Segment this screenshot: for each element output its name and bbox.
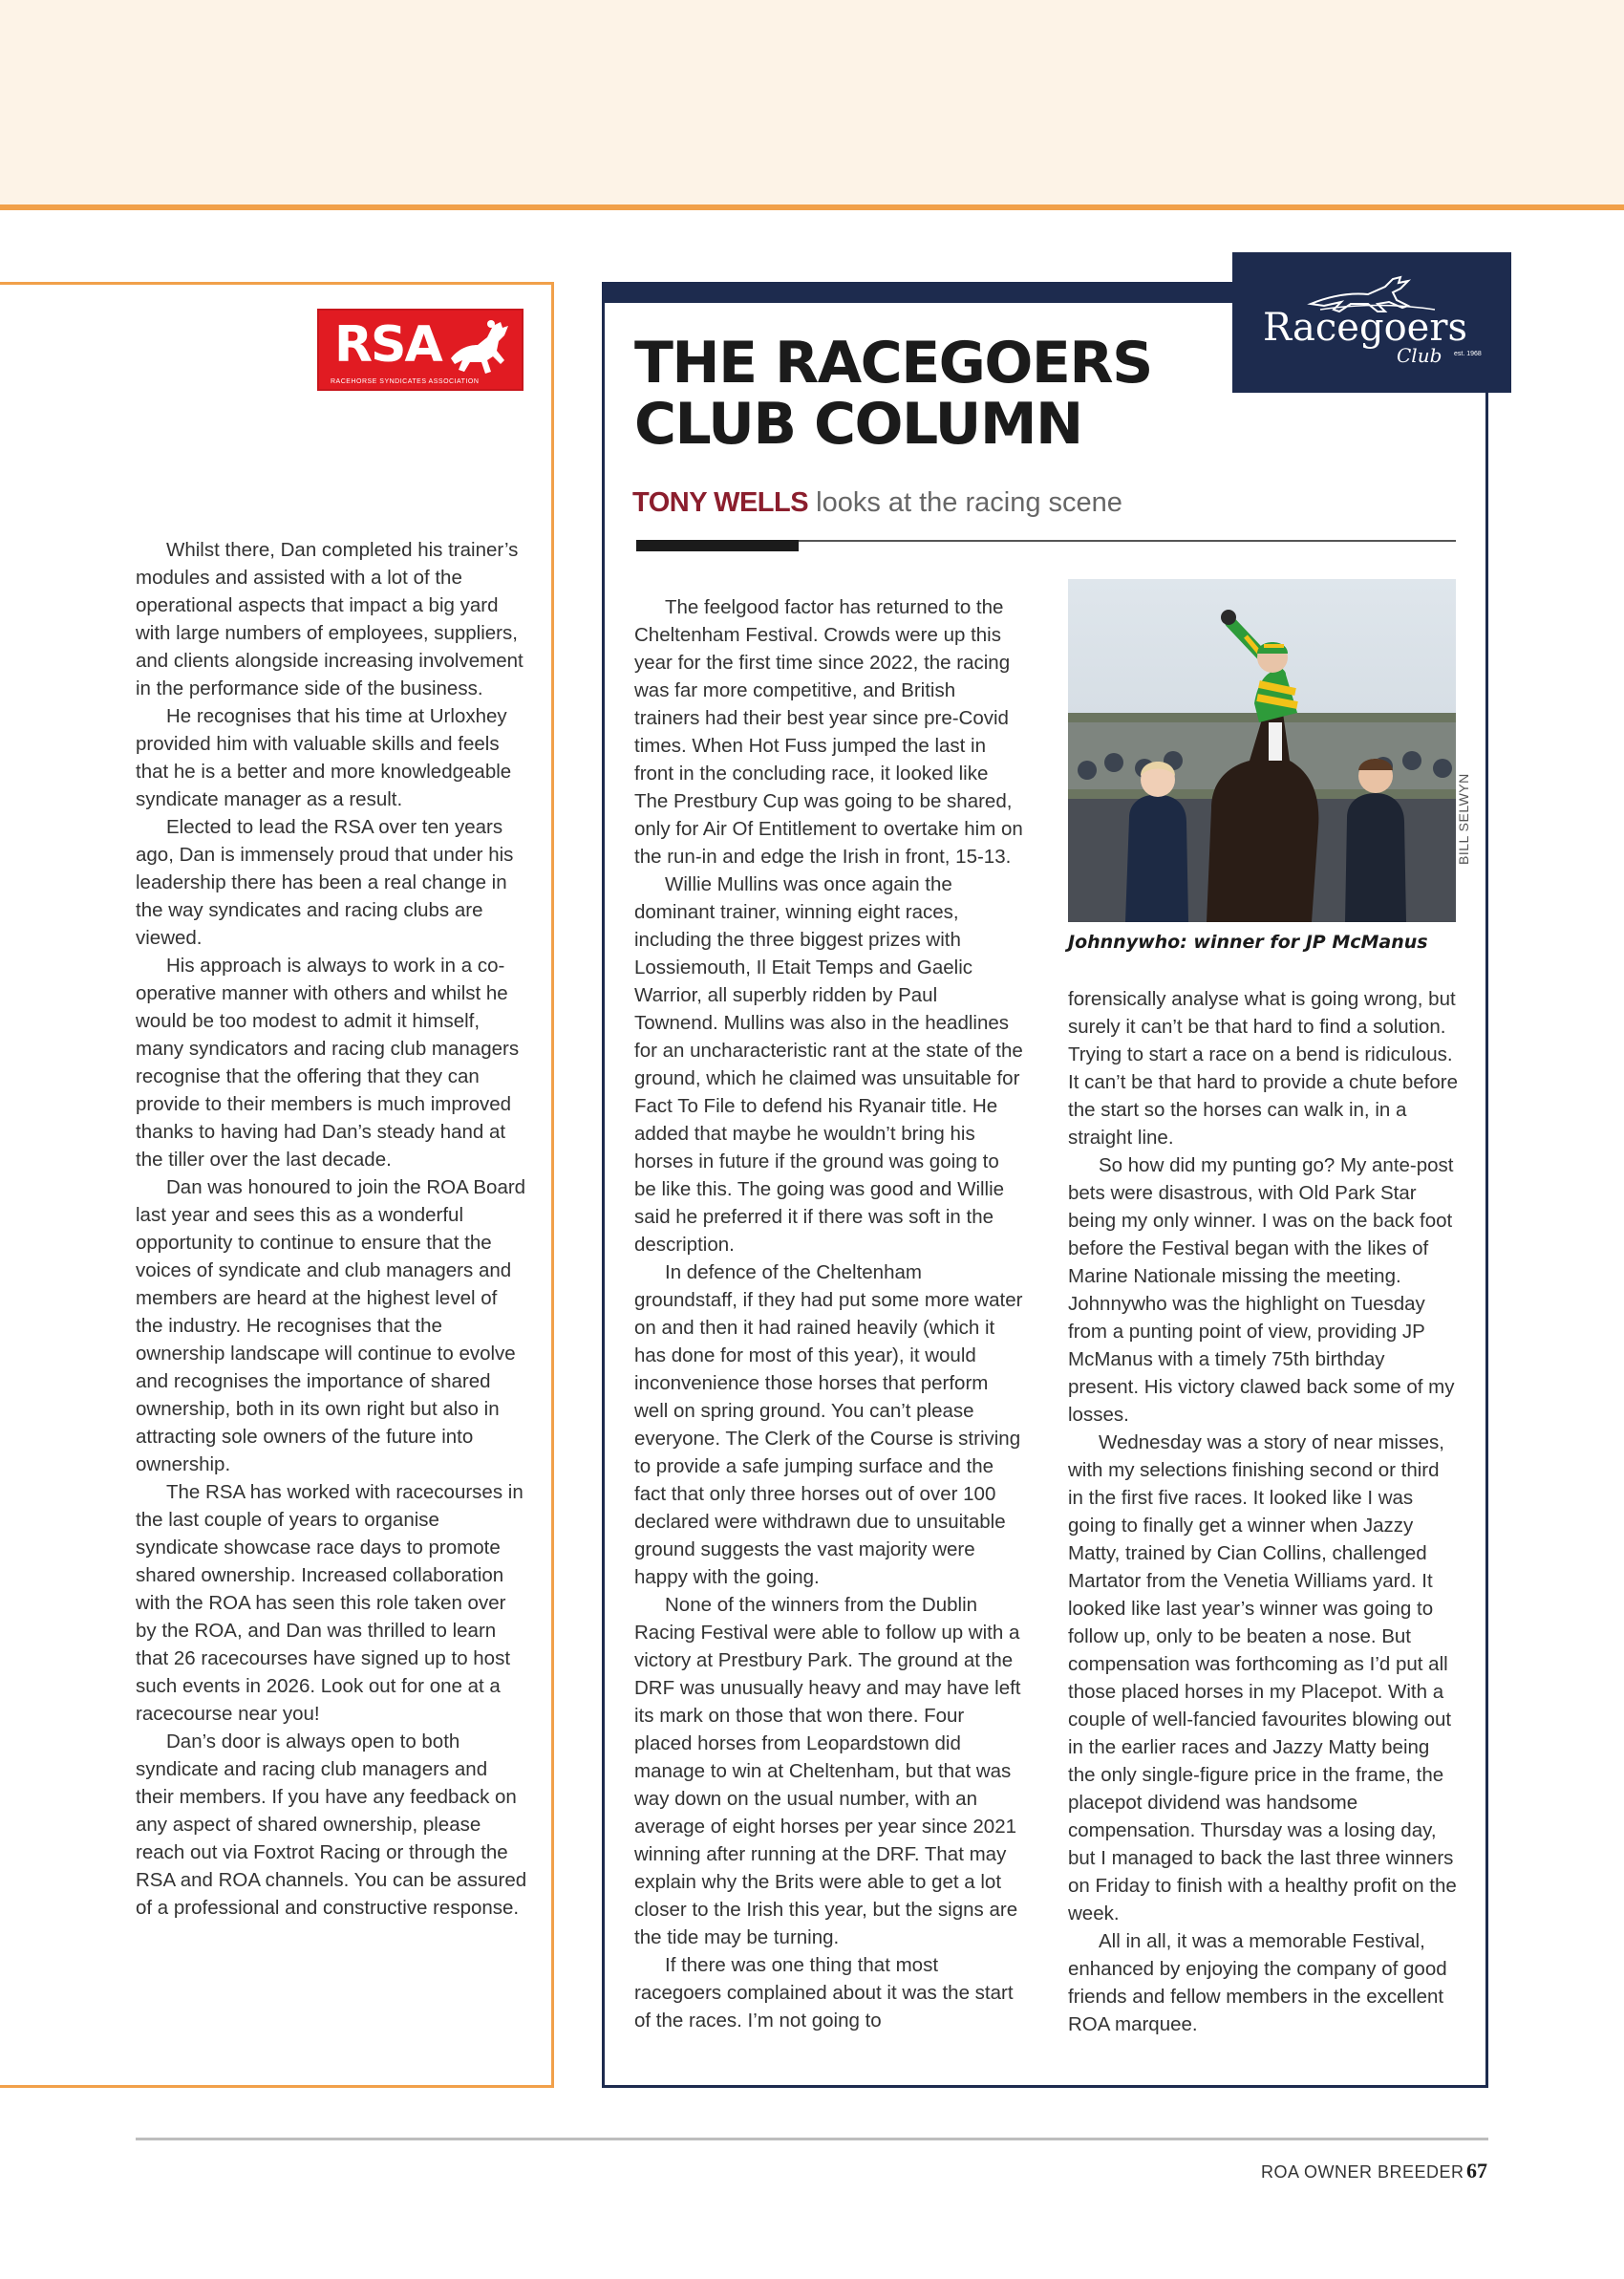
racegoers-logo-est: est. 1968 — [1454, 351, 1482, 357]
racegoers-logo — [1232, 252, 1511, 393]
article-headline: THE RACEGOERS CLUB COLUMN — [634, 330, 1152, 458]
byline-author: TONY WELLS — [632, 487, 809, 518]
byline-text: looks at the racing scene — [808, 487, 1122, 518]
paragraph: In defence of the Cheltenham groundstaff, if they had put some more water on and then it had rained heavily (which it has done for most of this year), it would inconvenience those horses that perform well on spring ground. You can’t please everyone. The Clerk of the Course is striving to provide a safe jumping surface and the fact that only three horses out of over 100 declared were withdrawn due to unsuitable ground suggests the vast majority were happy with the going. — [634, 1261, 1023, 1588]
paragraph: He recognises that his time at Urloxhey provided him with valuable skills and feels that he is a better and more knowledgeable syndicate manager as a result. — [136, 705, 512, 810]
paragraph: None of the winners from the Dublin Racing Festival were able to follow up with a victory at Prestbury Park. The ground at the DRF was unusually heavy and may have left its mark on those that won there. Four placed horses from Leopardstown did manage to win at Cheltenham, but that was way down on the usual number, with an average of eight horses per year since 2021 winning after running at the DRF. That may explain why the Brits were able to get a lot closer to the Irish this year, but the signs are the tide may be turning. — [634, 1594, 1021, 1948]
horse-jockey-icon — [445, 316, 514, 379]
paragraph: Willie Mullins was once again the dominant trainer, winning eight races, including the three biggest prizes with Lossiemouth, Il Etait Temps and Gaelic Warrior, all superbly ridden by Paul Townend. Mullins was also in the headlines for an uncharacteristic rant at the state of the ground, which he claimed was unsuitable for Fact To File to defend his Ryanair title. He added that maybe he wouldn’t bring his horses in future if the ground was going to be like this. The going was good and Willie said he preferred it if there was soft in the description. — [634, 873, 1023, 1256]
paragraph: forensically analyse what is going wrong, but surely it can’t be that hard to find a solution. Trying to start a race on a bend is ridiculous. It can’t be that hard to provide a chute before the start so the horses can walk in, in a straight line. — [1068, 988, 1458, 1149]
photo-caption: Johnnywho: winner for JP McManus — [1068, 932, 1428, 953]
photo-credit: BILL SELWYN — [1456, 773, 1471, 865]
top-banner — [0, 0, 1624, 210]
paragraph: Dan was honoured to join the ROA Board last year and sees this as a wonderful opportunity to continue to ensure that the voices of syndicate and club managers and members are heard at the highest level of the industry. He recognises that the ownership landscape will continue to evolve and recognises the importance of shared ownership, both in its own right but also in attracting sole owners of the future into ownership. — [136, 1176, 526, 1475]
rsa-logo — [317, 309, 524, 391]
racegoers-logo-name: Racegoers — [1263, 306, 1467, 350]
paragraph: The feelgood factor has returned to the Cheltenham Festival. Crowds were up this year for the first time since 2022, the racing was far more competitive, and British trainers had their best year since pre-Covid times. When Hot Fuss jumped the last in front in the concluding race, it looked like The Prestbury Cup was going to be shared, only for Air Of Entitlement to overtake him on the run-in and edge the Irish in front, 15-13. — [634, 596, 1023, 868]
jockey-celebration-photo — [1068, 579, 1456, 922]
paragraph: The RSA has worked with racecourses in the last couple of years to organise syndicate showcase race days to promote shared ownership. Increased collaboration with the ROA has seen this role taken over by the ROA, and Dan was thrilled to learn that 26 racecourses have signed up to host such events in 2026. Look out for one at a racecourse near you! — [136, 1481, 524, 1725]
page-number: 67 — [1466, 2159, 1487, 2182]
article-middle-column — [634, 593, 1026, 2034]
racegoers-logo-club: Club — [1397, 344, 1442, 367]
paragraph: Whilst there, Dan completed his trainer’s modules and assisted with a lot of the operational aspects that impact a big yard with large numbers of employees, suppliers, and clients alongside increasing involvement in the performance side of the business. — [136, 539, 524, 699]
paragraph: His approach is always to work in a co-operative manner with others and whilst he would be too modest to admit it himself, many syndicators and racing club managers recognise that the offering that they can provide to their members is much improved thanks to having had Dan’s steady hand at the tiller over the last decade. — [136, 955, 520, 1171]
article-right-column — [1068, 985, 1460, 2038]
paragraph: If there was one thing that most racegoers complained about it was the start of the races. I’m not going to — [634, 1954, 1014, 2032]
paragraph: Wednesday was a story of near misses, with my selections finishing second or third in the first five races. It looked like I was going to finally get a winner when Jazzy Matty, trained by Cian Collins, challenged Martator from the Venetia Williams yard. It looked like last year’s winner was going to follow up, only to be beaten a nose. But compensation was forthcoming as I’d put all those placed horses in my Placepot. With a couple of well-fancied favourites blowing out in the earlier races and Jazzy Matty being the only single-figure price in the frame, the placepot dividend was handsome compensation. Thursday was a losing day, but I managed to back the last three winners on Friday to finish with a healthy profit on the week. — [1068, 1431, 1457, 1924]
paragraph: Dan’s door is always open to both syndicate and racing club managers and their members. If you have any feedback on any aspect of shared ownership, please reach out via Foxtrot Racing or through the RSA and ROA channels. You can be assured of a professional and constructive response. — [136, 1731, 527, 1919]
footer-publication: ROA OWNER BREEDER — [1261, 2162, 1464, 2182]
footer-rule — [136, 2138, 1488, 2140]
article-byline — [632, 487, 1122, 519]
paragraph: So how did my punting go? My ante-post bets were disastrous, with Old Park Star being my only winner. I was on the back foot before the Festival began with the likes of Marine Nationale missing the meeting. Johnnywho was the highlight on Tuesday from a punting point of view, providing JP McManus with a timely 75th birthday present. His victory clawed back some of my losses. — [1068, 1154, 1455, 1426]
rsa-logo-subtitle: RACEHORSE SYNDICATES ASSOCIATION — [331, 378, 480, 385]
article-photo — [1068, 579, 1456, 922]
paragraph: Elected to lead the RSA over ten years ago, Dan is immensely proud that under his leadership there has been a real change in the way syndicates and racing clubs are viewed. — [136, 816, 514, 949]
rsa-column-text — [136, 536, 527, 1922]
byline-rule-accent — [636, 540, 799, 551]
rsa-logo-text: RSA — [334, 316, 441, 374]
paragraph: All in all, it was a memorable Festival, enhanced by enjoying the company of good friends and fellow members in the excellent ROA marquee. — [1068, 1930, 1447, 2035]
